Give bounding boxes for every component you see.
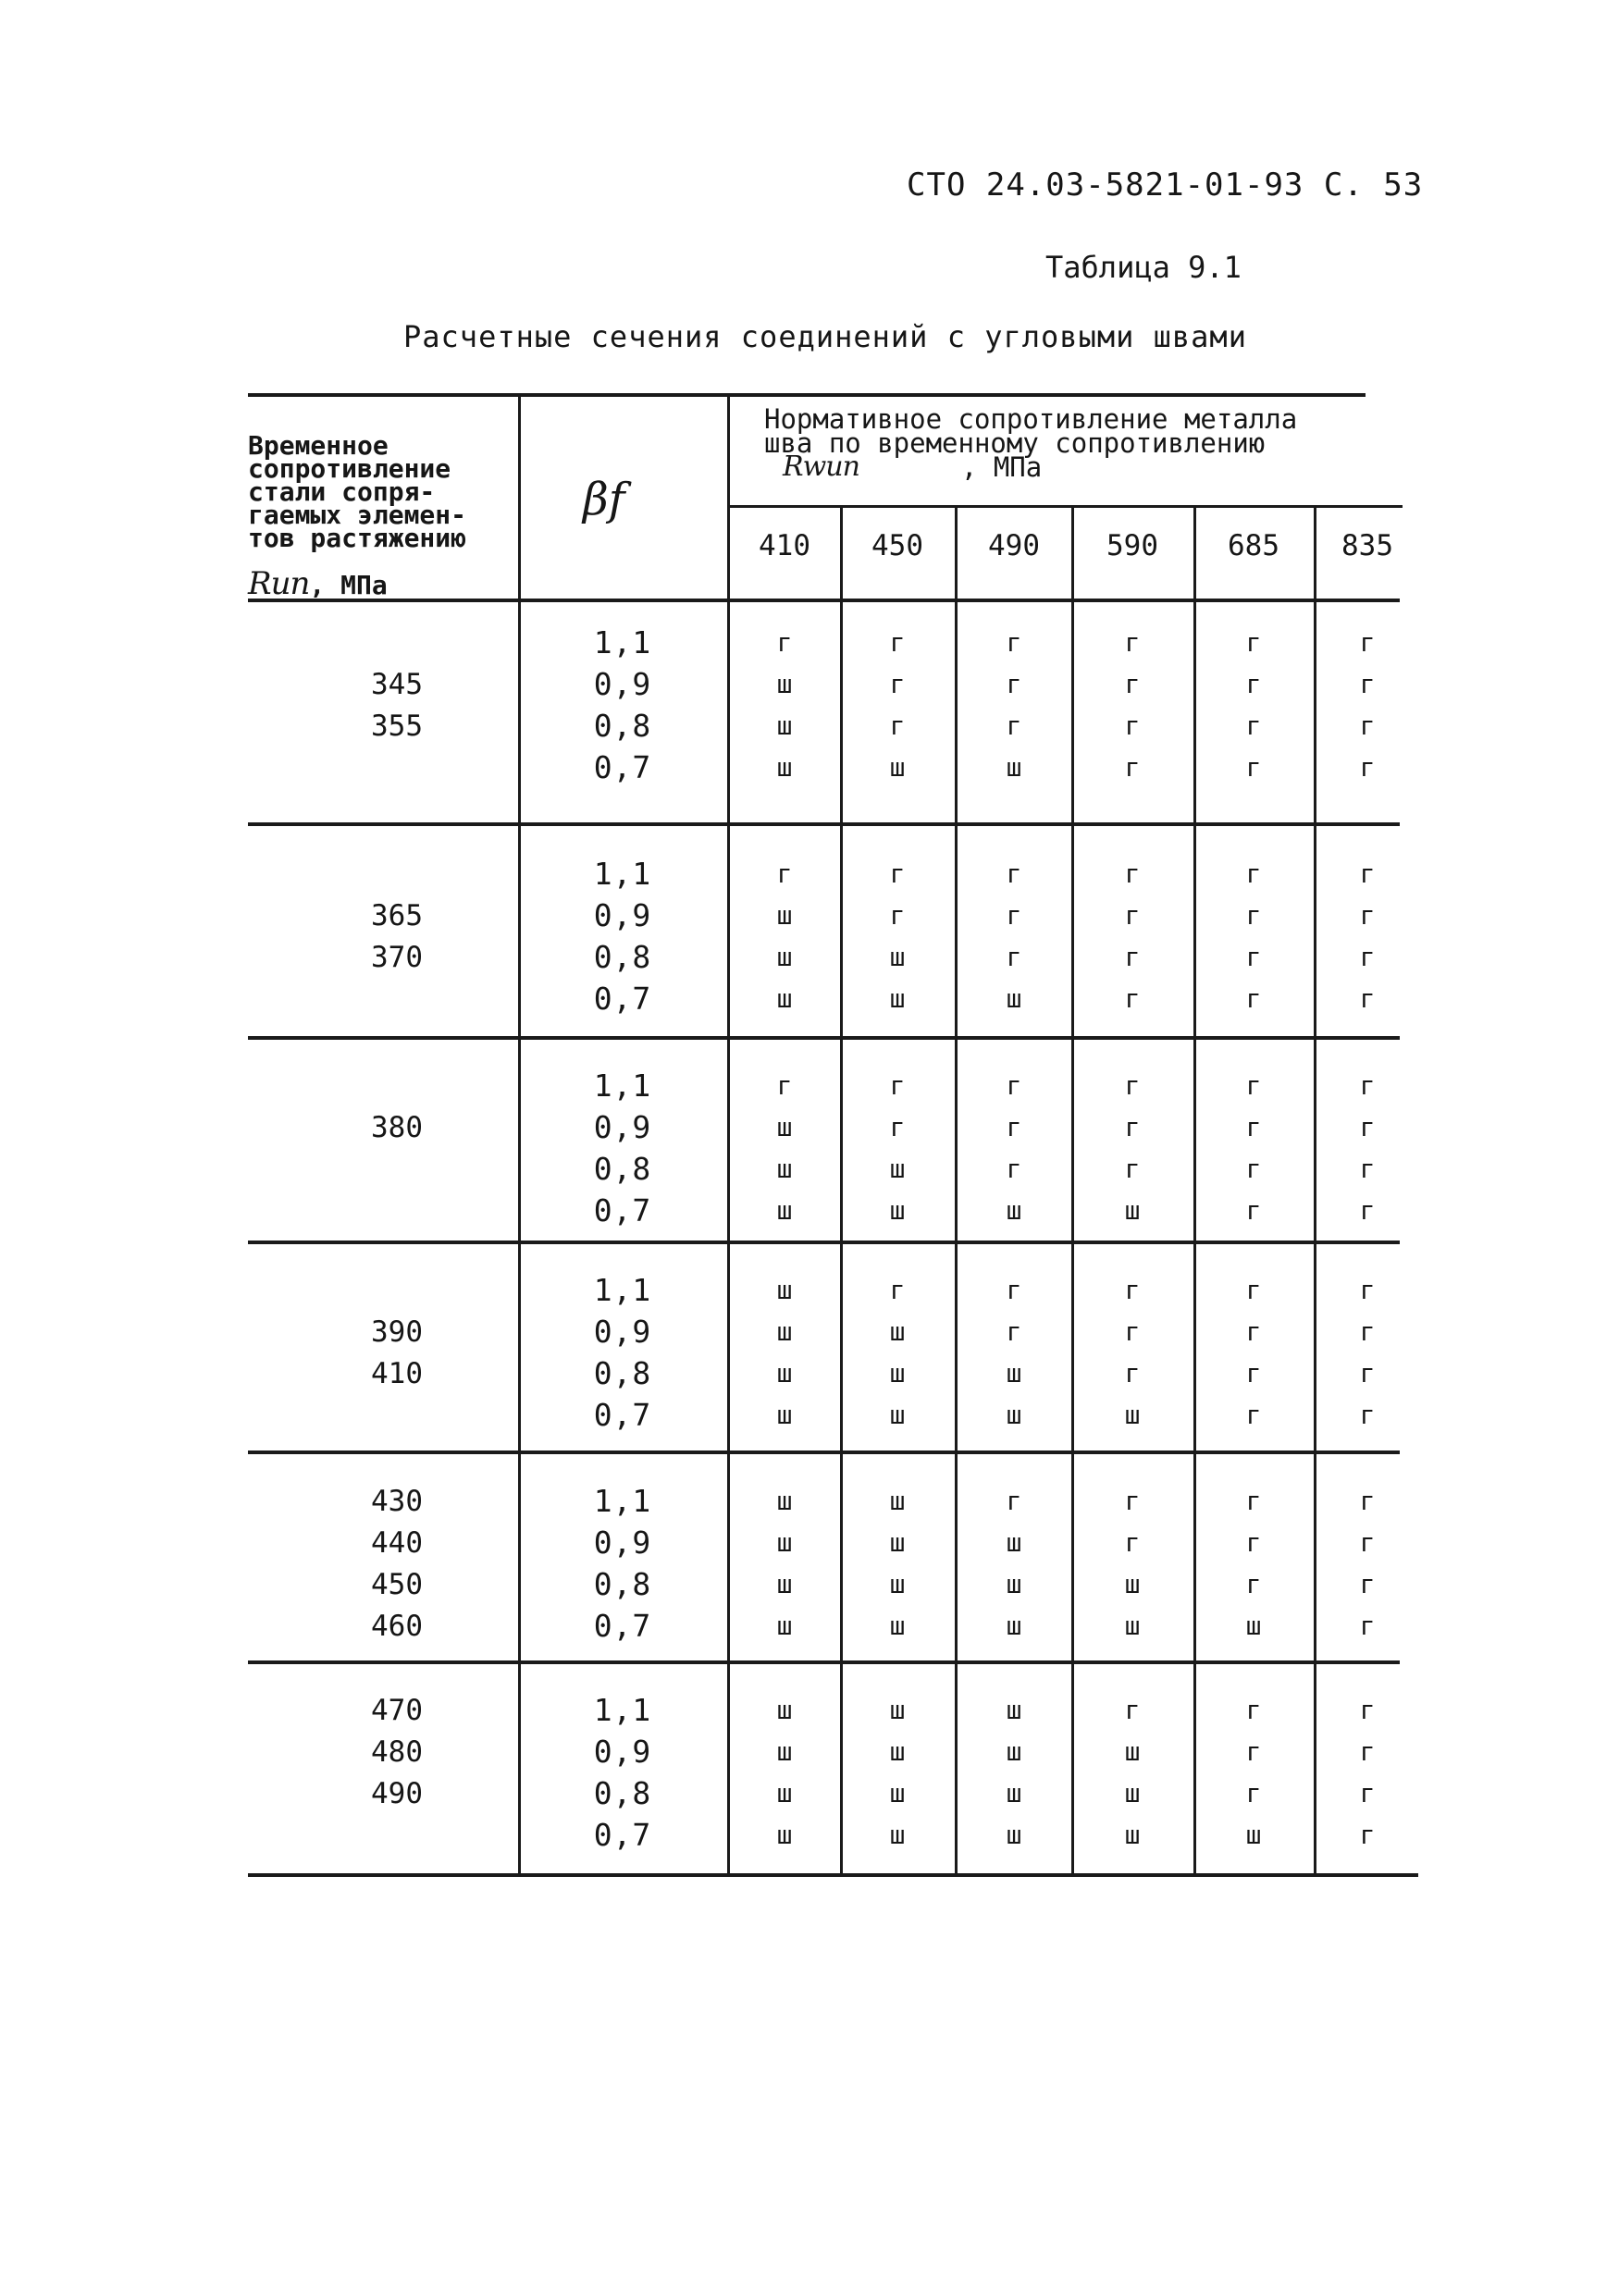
section-cell: ш [1006, 1195, 1022, 1226]
section-cell: г [1006, 858, 1022, 889]
section-cell: г [1359, 627, 1376, 658]
weld-unit: , МПа [960, 451, 1043, 483]
section-cell: г [776, 858, 793, 889]
section-cell: ш [1245, 1820, 1262, 1850]
beta-value: 0,8 [593, 1355, 652, 1391]
section-cell: г [1359, 1778, 1376, 1808]
section-cell: г [1245, 627, 1262, 658]
section-cell: ш [889, 1195, 906, 1226]
section-cell: г [1245, 1195, 1262, 1226]
section-cell: г [1245, 752, 1262, 783]
section-cell: г [889, 1070, 906, 1101]
section-cell: г [1245, 1112, 1262, 1142]
section-cell: г [1006, 1316, 1022, 1347]
section-cell: ш [776, 942, 793, 972]
section-cell: ш [1124, 1195, 1141, 1226]
section-cell: ш [776, 752, 793, 783]
section-cell: г [889, 900, 906, 931]
run-value: 460 [371, 1610, 423, 1643]
section-cell: ш [776, 1695, 793, 1725]
table-top-rule-right [727, 393, 1366, 397]
section-cell: г [1124, 1070, 1141, 1101]
section-cell: ш [889, 1154, 906, 1184]
group-rule-2 [248, 1036, 1400, 1040]
col-header-490: 490 [988, 529, 1040, 562]
section-cell: ш [889, 752, 906, 783]
section-cell: г [776, 627, 793, 658]
column-divider-450 [955, 505, 958, 1875]
section-cell: г [1245, 1154, 1262, 1184]
beta-value: 1,1 [593, 1483, 652, 1519]
section-cell: ш [889, 1400, 906, 1430]
beta-value: 0,9 [593, 1109, 652, 1145]
section-cell: г [1006, 1486, 1022, 1516]
section-cell: ш [776, 1112, 793, 1142]
beta-value: 0,7 [593, 981, 652, 1017]
section-cell: г [1359, 1070, 1376, 1101]
section-cell: ш [776, 669, 793, 699]
section-cell: ш [889, 1820, 906, 1850]
section-cell: г [889, 858, 906, 889]
section-cell: г [1359, 1569, 1376, 1599]
rwun-symbol: Rwun [783, 451, 859, 483]
section-cell: г [1359, 1695, 1376, 1725]
column-divider-490 [1071, 505, 1074, 1875]
section-cell: ш [1245, 1611, 1262, 1641]
section-cell: г [1359, 1736, 1376, 1767]
section-cell: ш [776, 1736, 793, 1767]
section-cell: г [776, 1070, 793, 1101]
section-cell: ш [776, 1195, 793, 1226]
section-cell: г [1124, 627, 1141, 658]
section-cell: г [1359, 942, 1376, 972]
section-cell: г [1124, 983, 1141, 1014]
run-value: 430 [371, 1485, 423, 1518]
col-header-450: 450 [871, 529, 923, 562]
section-cell: ш [889, 1527, 906, 1558]
col-header-590: 590 [1106, 529, 1158, 562]
section-cell: ш [1006, 1569, 1022, 1599]
section-cell: г [1359, 1195, 1376, 1226]
section-cell: ш [776, 900, 793, 931]
table-top-rule-left [248, 393, 729, 397]
beta-value: 0,9 [593, 1524, 652, 1561]
section-cell: ш [1006, 1820, 1022, 1850]
section-cell: г [1359, 983, 1376, 1014]
header-bottom-rule [248, 599, 1400, 602]
weld-strength-line-2: шва по временному сопротивлению [764, 427, 1266, 459]
section-cell: ш [889, 942, 906, 972]
section-cell: г [1359, 752, 1376, 783]
section-cell: г [1359, 1112, 1376, 1142]
section-cell: ш [1006, 1736, 1022, 1767]
section-cell: г [1359, 1275, 1376, 1305]
section-cell: ш [776, 1275, 793, 1305]
section-cell: г [1124, 1695, 1141, 1725]
run-value: 365 [371, 899, 423, 932]
section-cell: г [1006, 1154, 1022, 1184]
section-cell: г [1245, 1778, 1262, 1808]
run-value: 440 [371, 1526, 423, 1560]
section-cell: г [1359, 1527, 1376, 1558]
section-cell: ш [889, 1778, 906, 1808]
section-cell: ш [776, 1778, 793, 1808]
run-value: 490 [371, 1777, 423, 1810]
section-cell: г [1124, 669, 1141, 699]
section-cell: ш [1124, 1569, 1141, 1599]
section-cell: ш [889, 1486, 906, 1516]
column-divider-590 [1193, 505, 1196, 1875]
steel-strength-label: Временное сопротивление стали сопря- гаемых элемен- тов растяжению [248, 430, 467, 553]
beta-value: 0,7 [593, 1397, 652, 1433]
section-cell: ш [776, 1611, 793, 1641]
section-cell: г [1359, 1611, 1376, 1641]
section-cell: г [1006, 669, 1022, 699]
section-cell: г [1124, 900, 1141, 931]
section-cell: г [1359, 710, 1376, 741]
beta-value: 0,9 [593, 666, 652, 702]
section-cell: г [1006, 627, 1022, 658]
section-cell: г [1359, 1154, 1376, 1184]
group-rule-5 [248, 1660, 1400, 1664]
steel-strength-header [248, 411, 525, 602]
section-cell: г [1245, 1527, 1262, 1558]
section-cell: ш [776, 1527, 793, 1558]
section-cell: г [1245, 1695, 1262, 1725]
run-value: 450 [371, 1568, 423, 1601]
section-cell: ш [776, 1820, 793, 1850]
section-cell: ш [776, 1486, 793, 1516]
section-cell: г [1124, 710, 1141, 741]
section-cell: г [1359, 1358, 1376, 1389]
beta-value: 0,7 [593, 1192, 652, 1228]
section-cell: ш [889, 983, 906, 1014]
col-header-835: 835 [1341, 529, 1393, 562]
section-cell: г [1124, 1112, 1141, 1142]
run-value: 470 [371, 1694, 423, 1727]
beta-value: 0,8 [593, 1566, 652, 1602]
section-cell: г [1245, 1358, 1262, 1389]
section-cell: г [1245, 983, 1262, 1014]
table-title: Расчетные сечения соединений с угловыми швами [403, 319, 1247, 354]
run-symbol: Run [248, 565, 310, 602]
section-cell: г [1124, 1358, 1141, 1389]
section-cell: г [1124, 752, 1141, 783]
beta-value: 0,9 [593, 1314, 652, 1350]
section-cell: ш [1124, 1611, 1141, 1641]
section-cell: ш [889, 1695, 906, 1725]
section-cell: ш [1006, 1527, 1022, 1558]
beta-value: 0,8 [593, 708, 652, 744]
section-cell: г [1245, 1316, 1262, 1347]
section-cell: ш [1006, 1400, 1022, 1430]
section-cell: г [1245, 1275, 1262, 1305]
beta-value: 1,1 [593, 1272, 652, 1308]
section-cell: г [1245, 858, 1262, 889]
beta-f-symbol: βf [583, 474, 625, 525]
beta-value: 0,9 [593, 1734, 652, 1770]
section-cell: ш [776, 1154, 793, 1184]
section-cell: ш [776, 1358, 793, 1389]
col-header-685: 685 [1228, 529, 1279, 562]
section-cell: г [1245, 900, 1262, 931]
header-subrule [727, 505, 1403, 508]
beta-value: 0,7 [593, 749, 652, 785]
section-cell: г [889, 627, 906, 658]
section-cell: г [889, 1275, 906, 1305]
run-value: 345 [371, 668, 423, 701]
section-cell: г [889, 1112, 906, 1142]
section-cell: ш [1006, 752, 1022, 783]
section-cell: ш [776, 1400, 793, 1430]
section-cell: г [1124, 1486, 1141, 1516]
section-cell: г [1245, 942, 1262, 972]
section-cell: ш [1006, 1611, 1022, 1641]
section-cell: г [889, 710, 906, 741]
section-cell: ш [1006, 1695, 1022, 1725]
beta-value: 1,1 [593, 624, 652, 660]
run-value: 380 [371, 1111, 423, 1144]
section-cell: г [1245, 1486, 1262, 1516]
section-cell: ш [776, 983, 793, 1014]
run-value: 355 [371, 710, 423, 743]
run-value: 410 [371, 1357, 423, 1390]
section-cell: г [1359, 669, 1376, 699]
beta-value: 1,1 [593, 856, 652, 892]
weld-strength-header [764, 403, 1375, 483]
section-cell: г [1006, 1070, 1022, 1101]
beta-value: 0,7 [593, 1817, 652, 1853]
section-cell: ш [1006, 983, 1022, 1014]
section-cell: г [1359, 1400, 1376, 1430]
section-cell: ш [776, 710, 793, 741]
section-cell: г [1359, 1316, 1376, 1347]
section-cell: ш [1124, 1736, 1141, 1767]
section-cell: г [1359, 1820, 1376, 1850]
section-cell: г [1124, 942, 1141, 972]
steel-unit: , МПа [309, 570, 388, 600]
section-cell: ш [776, 1569, 793, 1599]
weld-strength-line-1: Нормативное сопротивление металла [764, 403, 1298, 435]
section-cell: ш [889, 1358, 906, 1389]
document-code: СТО 24.03-5821-01-93 С. 53 [907, 167, 1424, 204]
section-cell: ш [1124, 1400, 1141, 1430]
section-cell: г [1245, 1736, 1262, 1767]
beta-value: 0,7 [593, 1608, 652, 1644]
section-cell: г [1006, 900, 1022, 931]
section-cell: г [1124, 1154, 1141, 1184]
section-cell: г [1359, 858, 1376, 889]
section-cell: ш [1124, 1820, 1141, 1850]
section-cell: ш [776, 1316, 793, 1347]
section-cell: ш [889, 1569, 906, 1599]
section-cell: г [1006, 942, 1022, 972]
table-bottom-rule [248, 1873, 1418, 1877]
section-cell: г [1245, 1070, 1262, 1101]
section-cell: ш [1006, 1778, 1022, 1808]
section-cell: г [1359, 1486, 1376, 1516]
beta-value: 0,8 [593, 939, 652, 975]
group-rule-3 [248, 1241, 1400, 1244]
group-rule-4 [248, 1450, 1400, 1454]
section-cell: г [1245, 669, 1262, 699]
section-cell: г [1006, 1275, 1022, 1305]
section-cell: ш [1006, 1358, 1022, 1389]
beta-value: 0,9 [593, 897, 652, 933]
beta-value: 1,1 [593, 1692, 652, 1728]
beta-value: 0,8 [593, 1151, 652, 1187]
run-value: 480 [371, 1735, 423, 1769]
section-cell: ш [889, 1736, 906, 1767]
section-cell: г [1245, 1569, 1262, 1599]
section-cell: г [1245, 1400, 1262, 1430]
section-cell: ш [889, 1611, 906, 1641]
beta-value: 0,8 [593, 1775, 652, 1811]
section-cell: ш [889, 1316, 906, 1347]
section-cell: г [1124, 1275, 1141, 1305]
table-number: Таблица 9.1 [1045, 250, 1242, 285]
group-rule-1 [248, 822, 1400, 826]
run-value: 370 [371, 941, 423, 974]
section-cell: г [1124, 1316, 1141, 1347]
section-cell: г [889, 669, 906, 699]
beta-value: 1,1 [593, 1068, 652, 1104]
col-header-410: 410 [759, 529, 810, 562]
section-cell: г [1245, 710, 1262, 741]
section-cell: г [1124, 1527, 1141, 1558]
section-cell: г [1006, 710, 1022, 741]
section-cell: г [1006, 1112, 1022, 1142]
section-cell: ш [1124, 1778, 1141, 1808]
run-value: 390 [371, 1315, 423, 1349]
section-cell: г [1359, 900, 1376, 931]
section-cell: г [1124, 858, 1141, 889]
column-divider-steel [518, 393, 521, 1875]
